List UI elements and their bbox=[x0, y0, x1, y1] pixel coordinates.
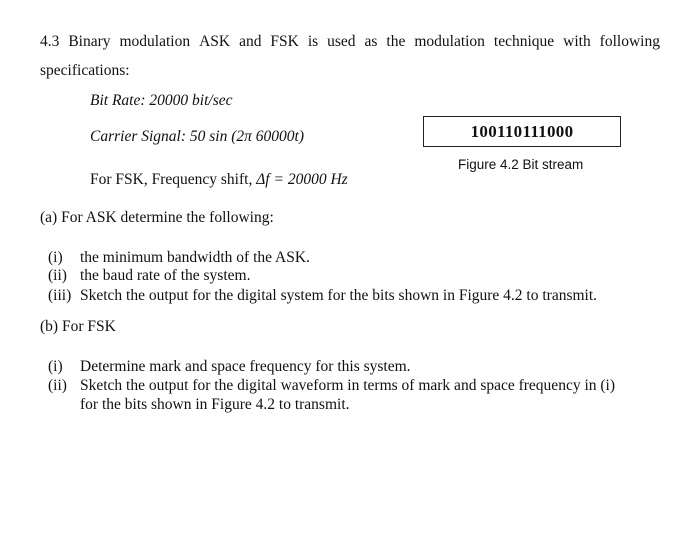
figure-caption: Figure 4.2 Bit stream bbox=[458, 157, 584, 172]
bit-rate-spec: Bit Rate: 20000 bit/sec bbox=[90, 92, 233, 109]
heading-word: as bbox=[364, 33, 378, 50]
heading-word: used bbox=[327, 33, 356, 50]
item-text: Determine mark and space frequency for this system. bbox=[80, 358, 411, 375]
part-a-heading: (a) For ASK determine the following: bbox=[40, 209, 274, 226]
part-b-item bbox=[48, 358, 411, 376]
item-text: the minimum bandwidth of the ASK. bbox=[80, 249, 310, 266]
fsk-frequency-shift-spec bbox=[90, 171, 348, 189]
heading-word: following bbox=[599, 33, 660, 50]
carrier-signal-spec: Carrier Signal: 50 sin (2π 60000t) bbox=[90, 128, 305, 145]
bit-stream-box: 100110111000 bbox=[423, 116, 621, 147]
item-text: the baud rate of the system. bbox=[80, 267, 251, 284]
fsk-shift-label: For FSK, Frequency shift, bbox=[90, 171, 257, 188]
item-number: (i) bbox=[48, 358, 63, 375]
heading-word: modulation bbox=[119, 33, 191, 50]
part-b-item bbox=[48, 377, 615, 395]
item-number: (ii) bbox=[48, 267, 67, 284]
heading-word: with bbox=[563, 33, 591, 50]
question-heading-line2: specifications: bbox=[40, 62, 130, 79]
item-text: Sketch the output for the digital system for the bits shown in Figure 4.2 to transmit. bbox=[80, 287, 598, 304]
item-number: (iii) bbox=[48, 287, 72, 304]
heading-word: Binary bbox=[68, 33, 111, 50]
part-a-item bbox=[48, 287, 597, 305]
heading-word: 4.3 bbox=[40, 33, 60, 50]
heading-word: and bbox=[239, 33, 262, 50]
heading-word: ASK bbox=[199, 33, 231, 50]
fsk-shift-value: Δf = 20000 Hz bbox=[256, 171, 348, 188]
part-b-item-continuation: for the bits shown in Figure 4.2 to transmit. bbox=[80, 396, 350, 413]
heading-word: is bbox=[307, 33, 319, 50]
heading-word: FSK bbox=[270, 33, 299, 50]
heading-word: modulation bbox=[414, 33, 485, 50]
part-a-item bbox=[48, 267, 250, 285]
heading-word: the bbox=[386, 33, 406, 50]
item-text: Sketch the output for the digital waveform in terms of mark and space frequency in (i) bbox=[80, 377, 616, 394]
heading-word: technique bbox=[493, 33, 555, 50]
item-number: (ii) bbox=[48, 377, 67, 394]
item-number: (i) bbox=[48, 249, 63, 266]
part-b-heading: (b) For FSK bbox=[40, 318, 116, 335]
part-a-item bbox=[48, 249, 310, 267]
question-heading-line1 bbox=[40, 33, 660, 51]
